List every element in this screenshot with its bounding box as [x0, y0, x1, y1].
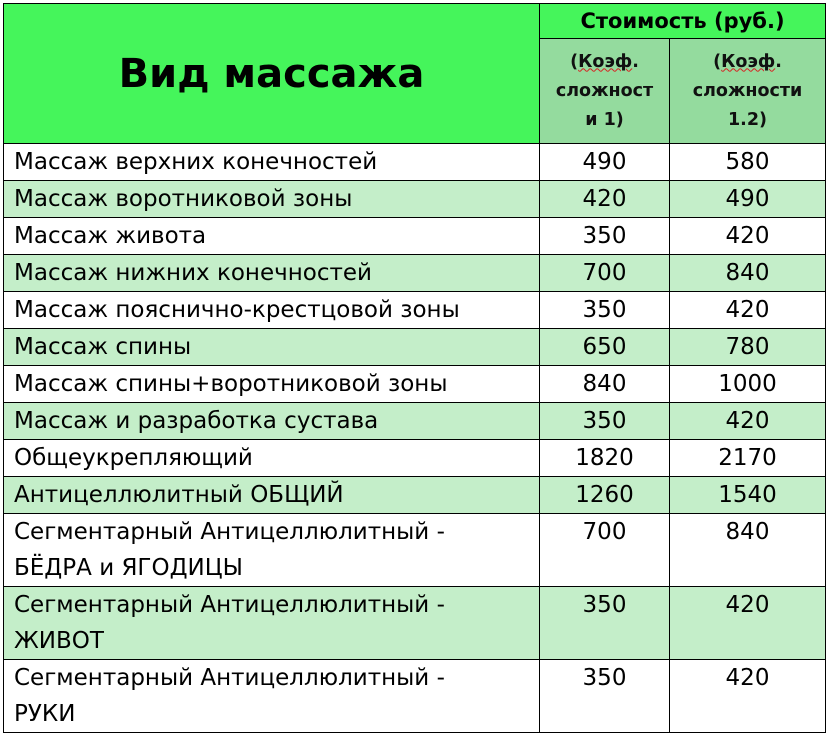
massage-name-cell — [4, 477, 540, 514]
price-coef-1: 490 — [540, 144, 670, 181]
table-row — [4, 292, 826, 329]
table-row — [4, 514, 826, 587]
price-coef-1.2: 840 — [670, 514, 826, 587]
massage-name: Сегментарный Антицеллюлитный - — [14, 519, 445, 545]
table-row — [4, 144, 826, 181]
price-coef-1.2: 420 — [670, 660, 826, 733]
massage-name-cell — [4, 255, 540, 292]
price-rows — [4, 144, 826, 733]
table-row — [4, 366, 826, 403]
massage-name-cell — [4, 587, 540, 660]
massage-name: РУКИ — [14, 701, 76, 727]
massage-name: Массаж спины+воротниковой зоны — [14, 371, 448, 397]
massage-name: Массаж воротниковой зоны — [14, 186, 353, 212]
price-coef-1.2: 1000 — [670, 366, 826, 403]
price-coef-1: 700 — [540, 255, 670, 292]
coef-1-header: (Коэф. сложност и 1) — [540, 39, 670, 144]
table-row — [4, 587, 826, 660]
massage-name: Сегментарный Антицеллюлитный - — [14, 592, 445, 618]
massage-name-cell — [4, 329, 540, 366]
table-row — [4, 660, 826, 733]
table-row — [4, 218, 826, 255]
massage-name: ЖИВОТ — [14, 628, 104, 654]
massage-name: Массаж спины — [14, 334, 192, 360]
massage-type-header: Вид массажа — [4, 4, 540, 144]
price-coef-1.2: 490 — [670, 181, 826, 218]
massage-name: Массаж нижних конечностей — [14, 260, 372, 286]
price-coef-1: 350 — [540, 403, 670, 440]
price-coef-1.2: 420 — [670, 218, 826, 255]
massage-name: БЁДРА и ЯГОДИЦЫ — [14, 555, 243, 581]
spellcheck-word: Коэф — [721, 51, 776, 72]
price-coef-1.2: 1540 — [670, 477, 826, 514]
table-row — [4, 255, 826, 292]
massage-name-cell — [4, 403, 540, 440]
price-coef-1: 700 — [540, 514, 670, 587]
massage-name-cell — [4, 144, 540, 181]
price-coef-1: 350 — [540, 218, 670, 255]
coef-1.2-header: (Коэф. сложности 1.2) — [670, 39, 826, 144]
massage-name: Общеукрепляющий — [14, 445, 253, 471]
table-row — [4, 181, 826, 218]
price-coef-1.2: 420 — [670, 292, 826, 329]
massage-name: Массаж и разработка сустава — [14, 408, 379, 434]
price-coef-1: 840 — [540, 366, 670, 403]
massage-name-cell — [4, 181, 540, 218]
massage-name-cell — [4, 292, 540, 329]
price-coef-1.2: 840 — [670, 255, 826, 292]
price-coef-1.2: 420 — [670, 403, 826, 440]
massage-name-cell — [4, 218, 540, 255]
massage-name: Массаж пояснично-крестцовой зоны — [14, 297, 460, 323]
price-coef-1: 1260 — [540, 477, 670, 514]
price-coef-1.2: 580 — [670, 144, 826, 181]
price-coef-1: 1820 — [540, 440, 670, 477]
price-coef-1: 420 — [540, 181, 670, 218]
price-coef-1: 350 — [540, 292, 670, 329]
massage-name: Сегментарный Антицеллюлитный - — [14, 665, 445, 691]
massage-name-cell — [4, 440, 540, 477]
spellcheck-word: Коэф — [578, 51, 633, 72]
table-row — [4, 329, 826, 366]
price-coef-1: 350 — [540, 660, 670, 733]
massage-name: Массаж верхних конечностей — [14, 149, 378, 175]
table-row — [4, 403, 826, 440]
massage-name-cell — [4, 660, 540, 733]
table-row — [4, 477, 826, 514]
massage-name: Антицеллюлитный ОБЩИЙ — [14, 482, 344, 508]
massage-name-cell — [4, 366, 540, 403]
price-coef-1.2: 420 — [670, 587, 826, 660]
price-coef-1.2: 780 — [670, 329, 826, 366]
price-table — [3, 3, 826, 733]
price-coef-1: 350 — [540, 587, 670, 660]
massage-name: Массаж живота — [14, 223, 207, 249]
table-row — [4, 440, 826, 477]
price-coef-1: 650 — [540, 329, 670, 366]
cost-header: Стоимость (руб.) — [540, 4, 826, 39]
price-coef-1.2: 2170 — [670, 440, 826, 477]
massage-name-cell — [4, 514, 540, 587]
